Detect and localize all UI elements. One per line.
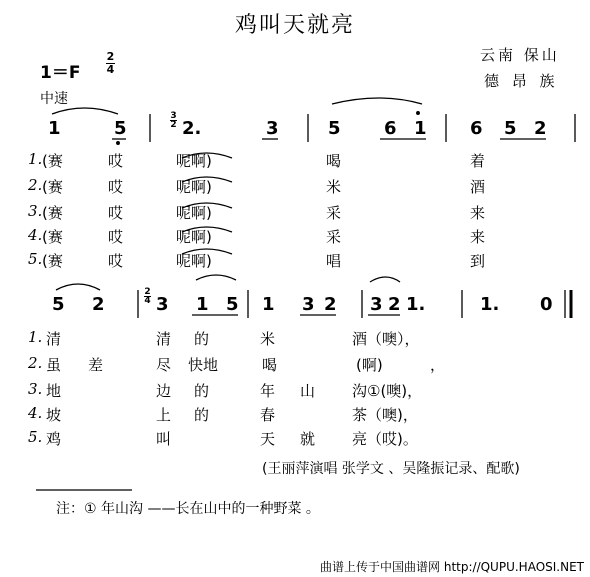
note: 3 (370, 294, 383, 315)
note: 1 (262, 294, 275, 315)
note: 1 (48, 118, 61, 139)
note: 3 (302, 294, 315, 315)
lyric: 鸡 (46, 430, 62, 448)
source-people: 德 昂 族 (484, 72, 559, 90)
lyric: 的 (194, 406, 210, 424)
lyric: 呢啊) (176, 252, 212, 270)
lyric: 采 (326, 228, 342, 246)
lyric: 虽 (46, 356, 62, 374)
lyric: 呢啊) (176, 152, 212, 170)
note: 6 (384, 118, 397, 139)
lyric: 的 (194, 330, 210, 348)
lyric: (赛 (42, 152, 63, 170)
slur (370, 277, 400, 282)
slur (182, 227, 232, 232)
timesig-top: 2 (144, 287, 151, 297)
verse-number: 1. (28, 150, 43, 168)
slur (182, 153, 232, 158)
lyric: 呢啊) (176, 178, 212, 196)
credit-line: (王丽萍演唱 张学文 、吴隆振记录、配歌) (262, 461, 520, 477)
meter-bottom: 4 (106, 63, 115, 76)
lyric: 哎 (108, 252, 124, 270)
lyric: 米 (260, 330, 276, 348)
watermark: 曲谱上传于中国曲谱网 http://QUPU.HAOSI.NET (320, 560, 584, 574)
note: 3 (266, 118, 279, 139)
note: 5 (504, 118, 517, 139)
note: 5 (52, 294, 65, 315)
lyric: (赛 (42, 178, 63, 196)
lyric: 哎 (108, 228, 124, 246)
slur (182, 203, 232, 208)
footnote: 注：① 年山沟 ——长在山中的一种野菜 。 (56, 501, 320, 517)
note: 1. (406, 294, 426, 315)
lyric: 天 (260, 430, 276, 448)
note: 2 (388, 294, 401, 315)
lyric: 着 (470, 152, 486, 170)
lyric: 山 (300, 382, 316, 400)
note: 2 (324, 294, 337, 315)
lyric: 采 (326, 204, 342, 222)
lyric: 米 (326, 178, 342, 196)
lyric: 呢啊) (176, 204, 212, 222)
slur (182, 249, 232, 254)
song-title: 鸡叫天就亮 (234, 13, 355, 38)
lyric: 喝 (326, 152, 342, 170)
verse-number: 4. (28, 226, 43, 244)
lyric: 年 (260, 382, 276, 400)
slur (332, 98, 422, 104)
verse-number: 1. (28, 328, 43, 346)
lyric: 清 (46, 330, 62, 348)
verse-number: 2. (28, 354, 43, 372)
note: 5 (114, 118, 127, 139)
lyric: 就 (300, 430, 316, 448)
lyric: 哎 (108, 178, 124, 196)
note: 3 (156, 294, 169, 315)
lyric: 叫 (156, 430, 172, 448)
slur (196, 275, 236, 280)
lyric: 呢啊) (176, 228, 212, 246)
note: 6 (470, 118, 483, 139)
lyric: ， (430, 356, 446, 374)
note: 5 (226, 294, 239, 315)
lyric: 唱 (326, 252, 342, 270)
lyric: 尽 (156, 356, 172, 374)
verse-number: 4. (28, 404, 43, 422)
lyric: 酒（噢）， (352, 330, 420, 348)
slur (52, 108, 118, 114)
timesig-bottom: 4 (144, 296, 151, 306)
lyric: (赛 (42, 228, 63, 246)
source-region: 云南 保山 (480, 46, 560, 64)
note: 2. (182, 118, 202, 139)
lyric: 沟①(噢)， (352, 382, 423, 400)
verse-number: 2. (28, 176, 43, 194)
lyric: 地 (46, 382, 62, 400)
tempo: 中速 (40, 91, 68, 107)
lyric: 来 (470, 204, 486, 222)
lyric: 哎 (108, 204, 124, 222)
lyric: 酒 (470, 178, 486, 196)
note: 1 (196, 294, 209, 315)
verse-number: 3. (28, 380, 43, 398)
note: 2 (534, 118, 547, 139)
note: 1. (480, 294, 500, 315)
key-signature: 1＝F (40, 63, 81, 83)
lyric: 上 (156, 406, 172, 424)
verse-number: 5. (28, 250, 43, 268)
octave-dot (117, 142, 120, 145)
lyric: 春 (260, 406, 276, 424)
lyric: (赛 (42, 204, 63, 222)
meter-top: 2 (106, 50, 115, 63)
note: 1 (414, 118, 427, 139)
lyric: 差 (88, 356, 104, 374)
lyric: 来 (470, 228, 486, 246)
lyric: (赛 (42, 252, 63, 270)
lyric: 喝 (262, 356, 278, 374)
note: 0 (540, 294, 553, 315)
lyric: 哎 (108, 152, 124, 170)
lyric: 快地 (188, 356, 219, 374)
lyric: 坡 (46, 406, 62, 424)
note: 5 (328, 118, 341, 139)
verse-number: 5. (28, 428, 43, 446)
verse-number: 3. (28, 202, 43, 220)
timesig-bottom: 2 (170, 120, 177, 130)
lyric: 茶（噢)， (352, 406, 418, 424)
lyric: 亮（哎)。 (352, 430, 418, 448)
slur (56, 284, 100, 290)
octave-dot (417, 112, 420, 115)
lyric: 清 (156, 330, 172, 348)
timesig-top: 3 (170, 111, 177, 121)
lyric: 边 (156, 382, 172, 400)
lyric: (啊) (356, 356, 383, 374)
note: 2 (92, 294, 105, 315)
lyric: 到 (470, 252, 486, 270)
lyric: 的 (194, 382, 210, 400)
slur (182, 177, 232, 182)
